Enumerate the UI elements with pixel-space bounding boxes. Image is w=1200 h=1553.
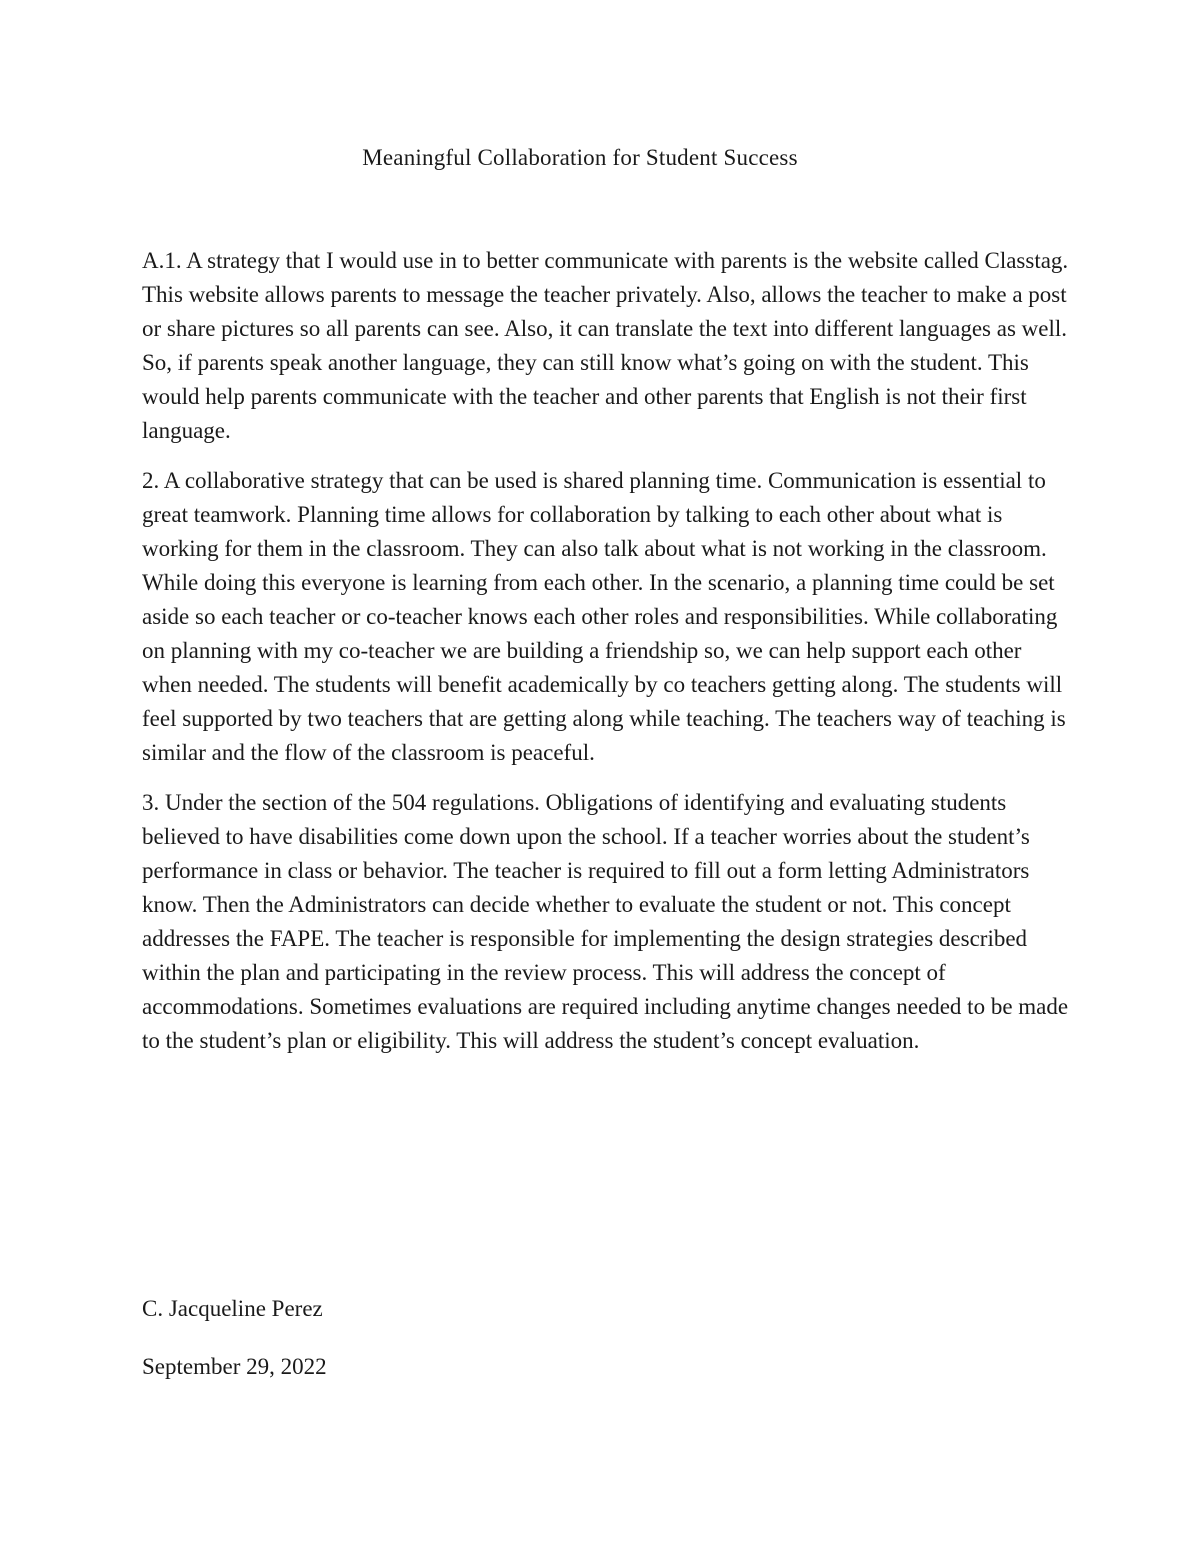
paragraph-2: 2. A collaborative strategy that can be used is shared planning time. Communication is essential to great teamwork. Planning time allows for collaboration by talking to each other about what is working for them in the classroom. They can also talk about what is not working in the classroom. While doing this everyone is learning from each other. In the scenario, a planning time could be set aside so each teacher or co-teacher knows each other roles and responsibilities. While collaborating on planning with my co-teacher we are building a friendship so, we can help support each other when needed. The students will benefit academically by co teachers getting along. The students will feel supported by two teachers that are getting along while teaching. The teachers way of teaching is similar and the flow of the classroom is peaceful.: [142, 468, 1066, 765]
document-body: [142, 244, 1072, 1074]
document-date: September 29, 2022: [142, 1354, 327, 1379]
signature-block: [142, 1292, 327, 1408]
author-name: C. Jacqueline Perez: [142, 1296, 323, 1321]
document-title: Meaningful Collaboration for Student Success: [362, 145, 798, 170]
paragraph-a1: A.1. A strategy that I would use in to better communicate with parents is the website called Classtag. This website allows parents to message the teacher privately. Also, allows the teacher to make a post or share pictures so all parents can see. Also, it can translate the text into different languages as well. So, if parents speak another language, they can still know what’s going on with the student. This would help parents communicate with the teacher and other parents that English is not their first language.: [142, 248, 1069, 443]
paragraph-3: 3. Under the section of the 504 regulations. Obligations of identifying and evaluating students believed to have disabilities come down upon the school. If a teacher worries about the student’s performance in class or behavior. The teacher is required to fill out a form letting Administrators know. Then the Administrators can decide whether to evaluate the student or not. This concept addresses the FAPE. The teacher is responsible for implementing the design strategies described within the plan and participating in the review process. This will address the concept of accommodations. Sometimes evaluations are required including anytime changes needed to be made to the student’s plan or eligibility. This will address the student’s concept evaluation.: [142, 790, 1069, 1053]
